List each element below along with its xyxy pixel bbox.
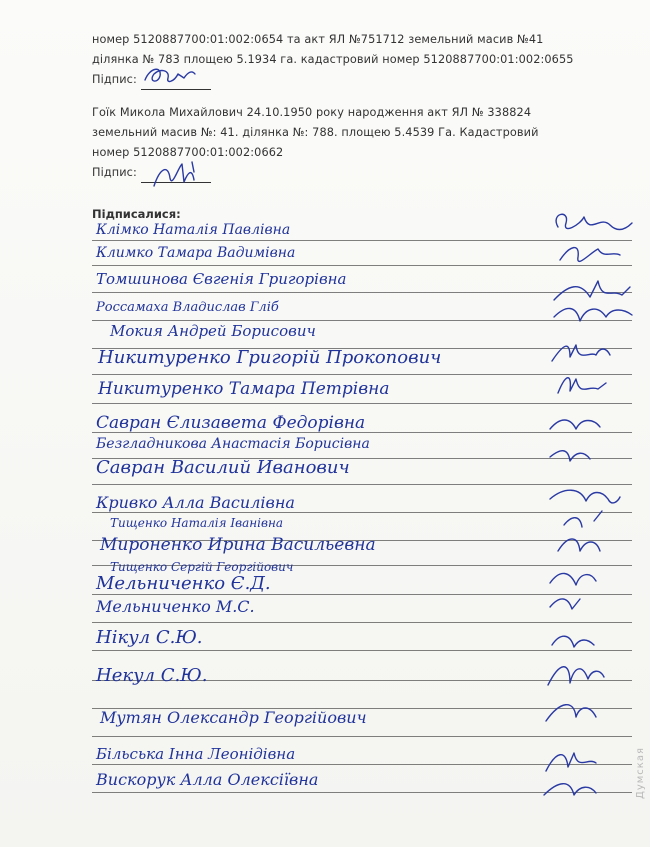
signatory-name: Савран Єлизавета Федорівна [96,413,366,433]
signatory-name: Россамаха Владислав Гліб [96,300,279,315]
signature-1-scribble [140,62,200,90]
watermark: Думская [635,747,646,799]
signatory-name: Тищенко Сергій Георгійович [110,560,294,574]
signatory-name: Вискорук Алла Олексіївна [96,770,319,789]
signatory-name: Мельниченко Є.Д. [96,573,271,594]
signatory-name: Клімко Наталія Павлівна [96,222,291,238]
signatory-name: Нікул С.Ю. [96,627,203,648]
signatory-name: Безгладникова Анастасія Борисівна [96,436,370,452]
paragraph-2-line-1: Гоїк Микола Михайлович 24.10.1950 року народження акт ЯЛ № 338824 [92,106,532,119]
signatory-name: Тищенко Наталія Іванівна [110,516,284,530]
signatory-name: Мельниченко М.С. [96,597,255,616]
signatory-name: Кривко Алла Василівна [96,493,295,512]
paragraph-2-line-2: земельний масив №: 41. ділянка №: 788. площею 5.4539 Га. Кадастровий [92,126,539,139]
signatory-name: Мокия Андрей Борисович [110,322,316,340]
paragraph-2-line-3: номер 5120887700:01:002:0662 [92,146,284,159]
signatory-name: Томшинова Євгенія Григорівна [96,270,347,288]
signatory-name: Никитуренко Тамара Петрівна [98,379,390,399]
signature-label-2: Підпис: [92,166,137,179]
signatory-name: Никитуренко Григорій Прокопович [98,347,442,368]
signature-label-1: Підпис: [92,73,137,86]
signatory-name: Мутян Олександр Георгійович [100,708,367,727]
signatories-heading: Підписалися: [92,207,181,221]
signatory-name: Некул С.Ю. [96,665,208,686]
paragraph-1-line-1: номер 5120887700:01:002:0654 та акт ЯЛ №751712 земельний масив №41 [92,33,544,46]
signatures-column [540,205,640,805]
signatory-name: Климко Тамара Вадимівна [96,245,296,261]
signatory-name: Більська Інна Леонідівна [96,745,296,763]
signatory-name: Савран Василий Иванович [96,457,350,478]
paragraph-1-line-2: ділянка № 783 площею 5.1934 га. кадастровий номер 5120887700:01:002:0655 [92,53,574,66]
signature-2-scribble [148,158,208,194]
signatory-name: Мироненко Ирина Васильевна [100,535,376,555]
